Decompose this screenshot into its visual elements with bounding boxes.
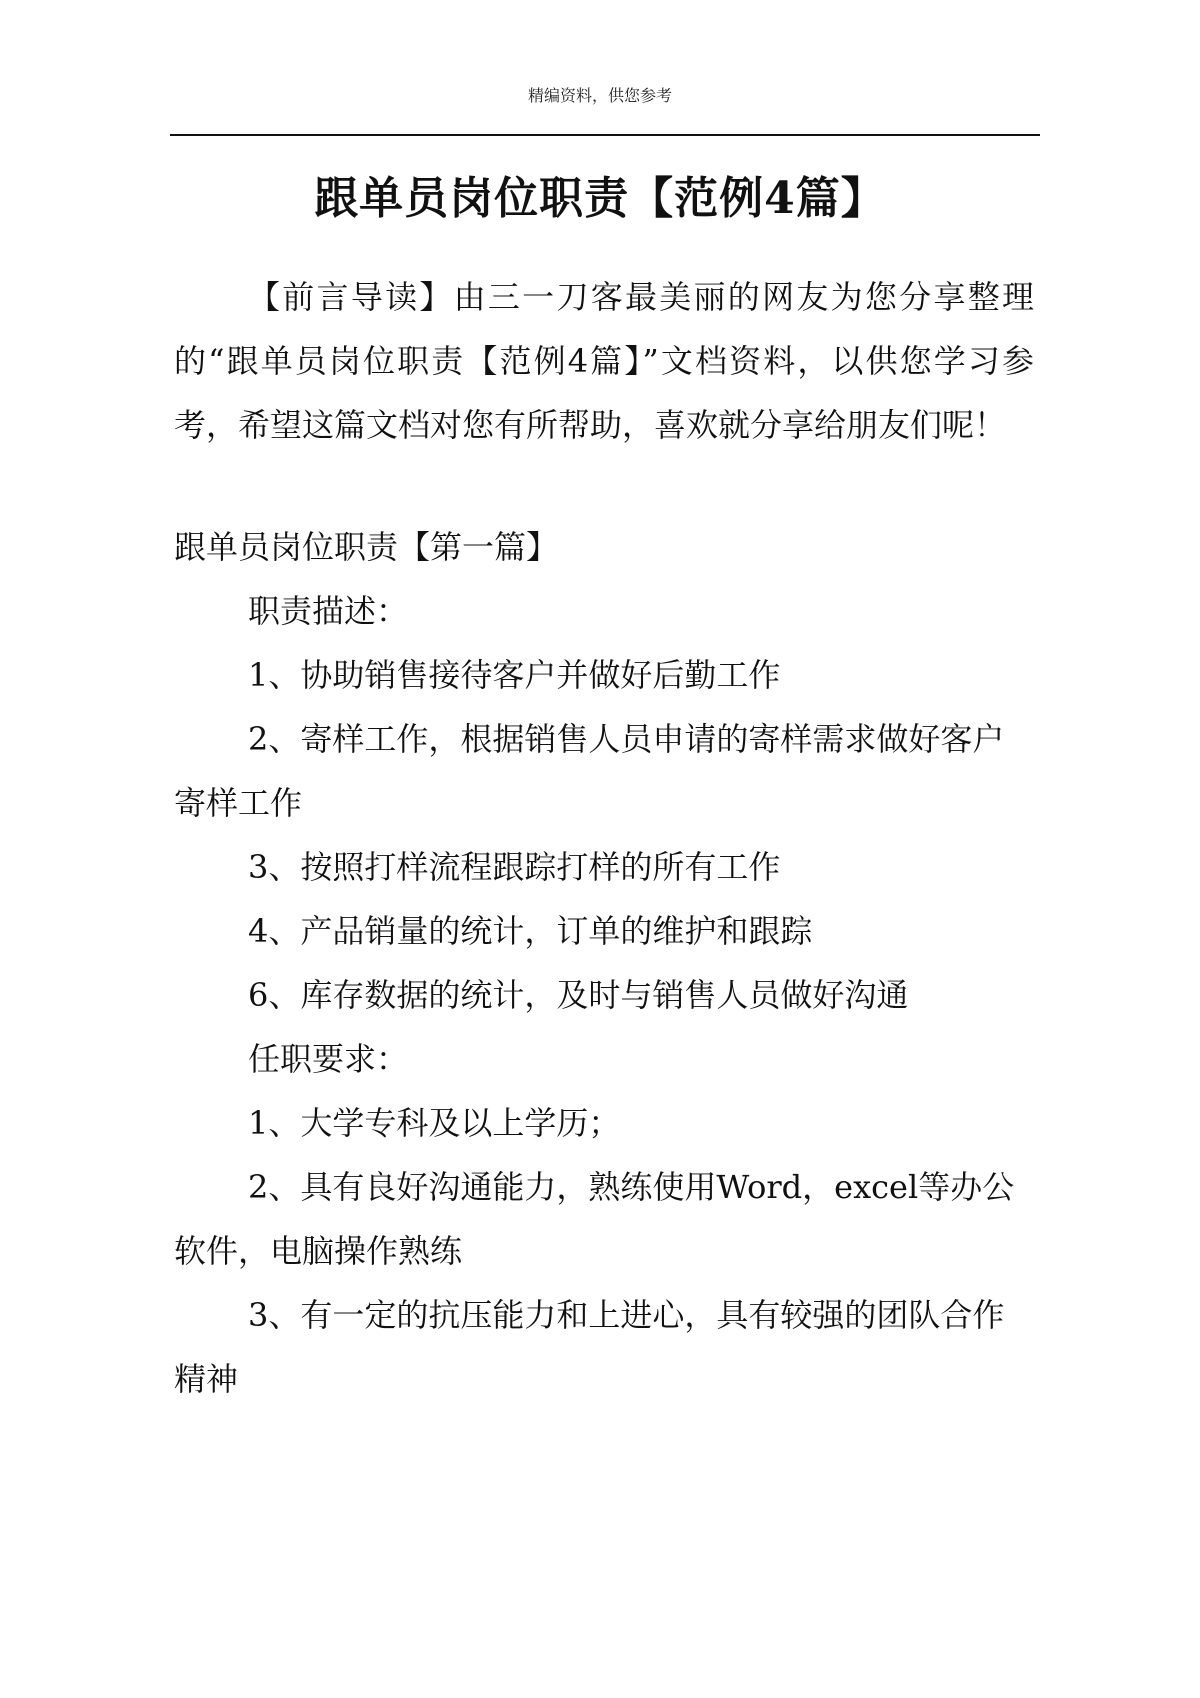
intro-paragraph: 【前言导读】由三一刀客最美丽的网友为您分享整理的“跟单员岗位职责【范例4篇】”文档资料，以供您学习参考，希望这篇文档对您有所帮助，喜欢就分享给朋友们呢！ [174, 278, 1034, 444]
header-divider [170, 134, 1040, 136]
requirement-item: 1、大学专科及以上学历； [248, 1104, 621, 1142]
duty-item: 3、按照打样流程跟踪打样的所有工作 [248, 848, 781, 886]
header-note: 精编资料，供您参考 [527, 86, 672, 105]
requirements-heading: 任职要求： [248, 1040, 409, 1078]
duty-item: 1、协助销售接待客户并做好后勤工作 [248, 656, 781, 694]
duties-heading: 职责描述： [248, 592, 409, 630]
duty-item: 6、库存数据的统计，及时与销售人员做好沟通 [248, 976, 909, 1014]
section-title: 跟单员岗位职责【第一篇】 [174, 528, 559, 566]
document-body [174, 265, 1034, 1411]
duty-item: 4、产品销量的统计，订单的维护和跟踪 [248, 912, 813, 950]
paragraph-spacer [174, 457, 1034, 515]
duty-item: 2、寄样工作，根据销售人员申请的寄样需求做好客户寄样工作 [174, 720, 1005, 822]
requirement-item: 3、有一定的抗压能力和上进心，具有较强的团队合作精神 [174, 1296, 1005, 1398]
document-title: 跟单员岗位职责【范例4篇】 [314, 173, 886, 225]
requirement-item: 2、具有良好沟通能力，熟练使用Word，excel等办公软件，电脑操作熟练 [174, 1168, 1015, 1270]
